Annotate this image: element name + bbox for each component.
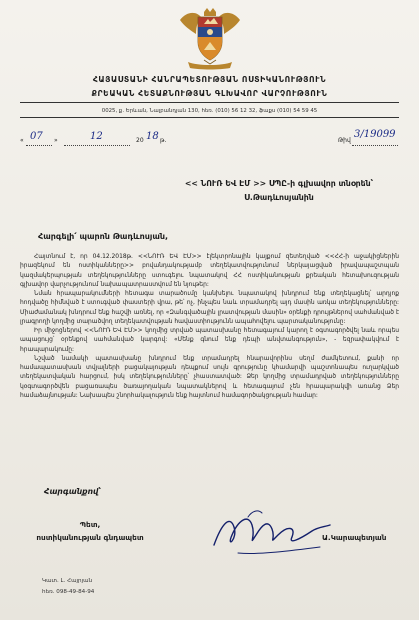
outgoing-number-label: Թիվ: [338, 137, 351, 144]
ministry-name: ՀԱՅԱՍՏԱՆԻ ՀԱՆՐԱՊԵՏՈՒԹՅԱՆ ՈՍՏԻԿԱՆՈՒԹՅՈՒՆ: [92, 75, 327, 84]
date-month: 12: [90, 131, 103, 142]
greeting: Հարգելի՛ պարոն Թադևոսյան,: [38, 232, 169, 241]
handwritten-signature-icon: [208, 505, 338, 565]
address-divider: [20, 117, 399, 118]
body-paragraph: Նման հրապարակումների հետագա տարածումը կանխելու նպատակով խնդրում ենք տեղեկացնել՝ արդյոք հոդվածը հիմնված է ստուգված փաստերի վրա, թե՝ ոչ, ինչպես նաև տրամադրել այդ մասին առկա տեղեկությունները: Միաժամանակ խնդրում ենք հաշվի առնել, որ «Զանգվածային լրատվության մասին» օրենքի դրույթներով սահմանված է լրագրողի կողմից տարածվող տեղեկատվության հավաստիությունն ապահովելու պարտականությունը:: [20, 290, 399, 325]
letter-body: [20, 252, 399, 400]
body-paragraph: Հայտնում է, որ 04.12.2018թ. <<ՆՈՒՌ ԵՎ ԷՄ>> էլեկտրոնային կայքում զետեղված <<ՀՀ-ի աջակիցներին իրազեկում են ոստիկանները>> բովանդակությամբ տեղեկատվությունում ներկայացված իրավապաշտպան կազմակերպության տեղեկությունները ստուգելու նպատակով ՀՀ ոստիկանության քրեական հետախուզության գլխավոր վարչությունում նախապատրաստվում են նյութեր:: [20, 253, 399, 288]
executor-phone: հեռ. 098-49-84-94: [42, 589, 95, 595]
coat-of-arms-icon: [174, 8, 246, 70]
closing-respect: Հարգանքով՝: [44, 487, 102, 496]
outgoing-number: 3/19099: [354, 129, 396, 140]
department-name: ՔՐԵԱԿԱՆ ՀԵՏԱՔՆՈՒԹՅԱՆ ԳԼԽԱՎՈՐ ՎԱՐՉՈՒԹՅՈՒՆ: [91, 89, 328, 98]
executor-name: Կատ. Լ. Հայրյան: [42, 578, 93, 584]
signer-title-line-2: ոստիկանության գնդապետ: [36, 533, 144, 542]
signer-name: Ա.Կարապետյան: [322, 533, 387, 542]
body-paragraph: Իր միջոցներով <<ՆՈՒՌ ԵՎ ԷՄ>> կողմից տրված պատասխանը հետագայում կարող է օգտագործվել նաև որպես ապացույց՝ օրենքով սահմանված կարգով: «Մենք գնում ենք դեպի անվտանգություն», - եզրափակվում է հրապարակումը:: [20, 327, 399, 353]
date-year-prefix: 20: [136, 137, 144, 144]
date-line: « 07 » 12 20 18 թ. Թիվ 3/19099: [20, 131, 399, 147]
addressee-line-2: Ս.Թադևոսյանին: [244, 193, 314, 202]
department-address: 0025, ք. Երևան, Նալբանդյան 130, հեռ. (010) 56 12 32, ֆաքս (010) 54 59 45: [101, 108, 318, 114]
addressee-line-1: << ՆՈՒՌ ԵՎ ԷՄ >> ՍՊԸ-ի գլխավոր տնօրեն՝: [184, 179, 374, 188]
body-paragraph: Նշված նամակի պատասխանը խնդրում ենք տրամադրել հնարավորինս սեղմ ժամկետում, քանի որ համապատասխան տվյալների բացակայության դեպքում սույն գրությունը կհամարվի պաշտոնապես ուղարկված տեղեկատվական հարցում, իսկ տեղեկությունները՝ չհաստատված: Ձեր կողմից տրամադրված տեղեկությունները կօգտագործվեն բացառապես ծառայողական նպատակներով և հետագայում չեն հրապարակվի առանց Ձեր համաձայնության: Նախապես շնորհակալություն ենք հայտնում համագործակցության համար:: [20, 354, 399, 399]
date-year-suffix: 18: [146, 131, 159, 142]
date-day: 07: [30, 131, 43, 142]
header-divider: [20, 102, 399, 103]
signer-title-line-1: Պետ,: [79, 520, 101, 529]
date-year-tail: թ.: [160, 137, 167, 144]
